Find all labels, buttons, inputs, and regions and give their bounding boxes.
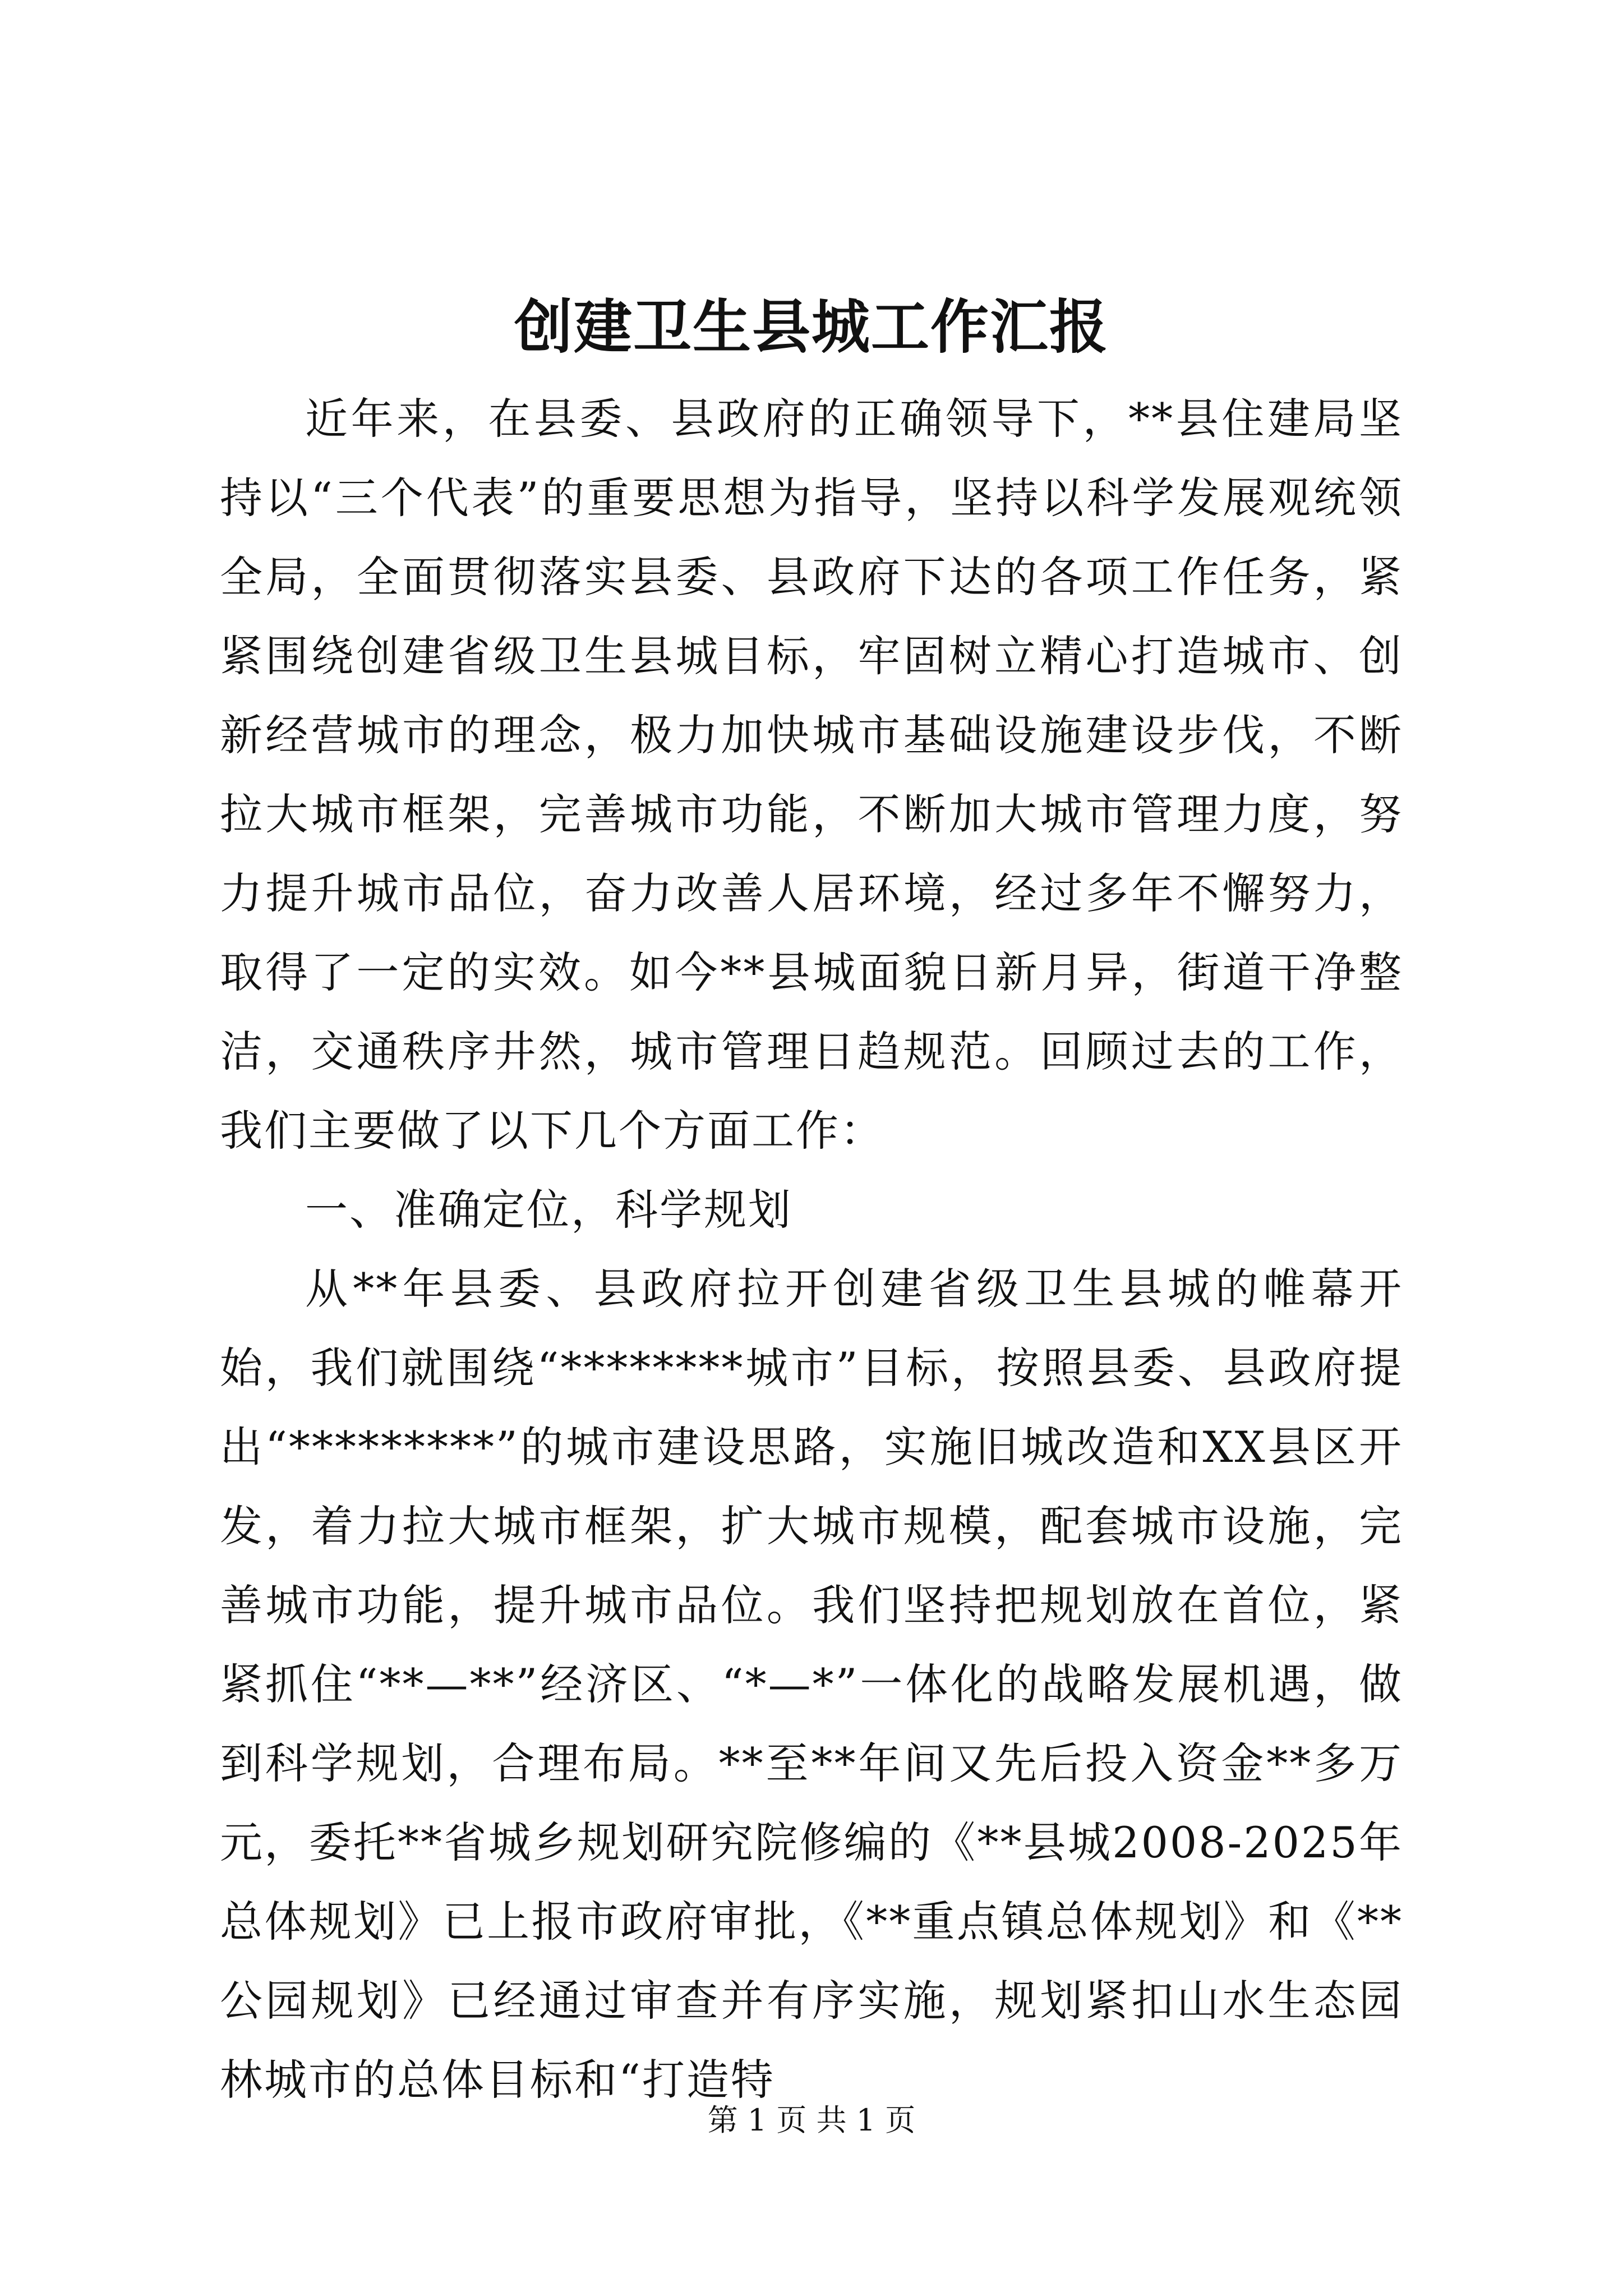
section-1-paragraph: 从**年县委、县政府拉开创建省级卫生县城的帷幕开始，我们就围绕“********城市”目标，按照县委、县政府提出“*********”的城市建设思路，实施旧城改造和XX县区开发，着力拉大城市框架，扩大城市规模，配套城市设施，完善城市功能，提升城市品位。我们坚持把规划放在首位，紧紧抓住“**—**”经济区、“*—*”一体化的战略发展机遇，做到科学规划，合理布局。**至**年间又先后投入资金**多万元，委托**省城乡规划研究院修编的《**县城2008-2025年总体规划》已上报市政府审批，《**重点镇总体规划》和《**公园规划》已经通过审查并有序实施，规划紧扣山水生态园林城市的总体目标和“打造特 <box>220 1264 1403 2105</box>
section-1-heading: 一、准确定位，科学规划 <box>305 1185 792 1235</box>
document-title: 创建卫生县城工作汇报 <box>514 292 1109 361</box>
document-body <box>220 379 1403 2119</box>
intro-paragraph: 近年来，在县委、县政府的正确领导下，**县住建局坚持以“三个代表”的重要思想为指导，坚持以科学发展观统领全局，全面贯彻落实县委、县政府下达的各项工作任务，紧紧围绕创建省级卫生县城目标，牢固树立精心打造城市、创新经营城市的理念，极力加快城市基础设施建设步伐，不断拉大城市框架，完善城市功能，不断加大城市管理力度，努力提升城市品位，奋力改善人居环境，经过多年不懈努力，取得了一定的实效。如今**县城面貌日新月异，街道干净整洁，交通秩序井然，城市管理日趋规范。回顾过去的工作，我们主要做了以下几个方面工作： <box>220 394 1403 1156</box>
page-number-footer: 第 1 页 共 1 页 <box>707 2102 916 2138</box>
